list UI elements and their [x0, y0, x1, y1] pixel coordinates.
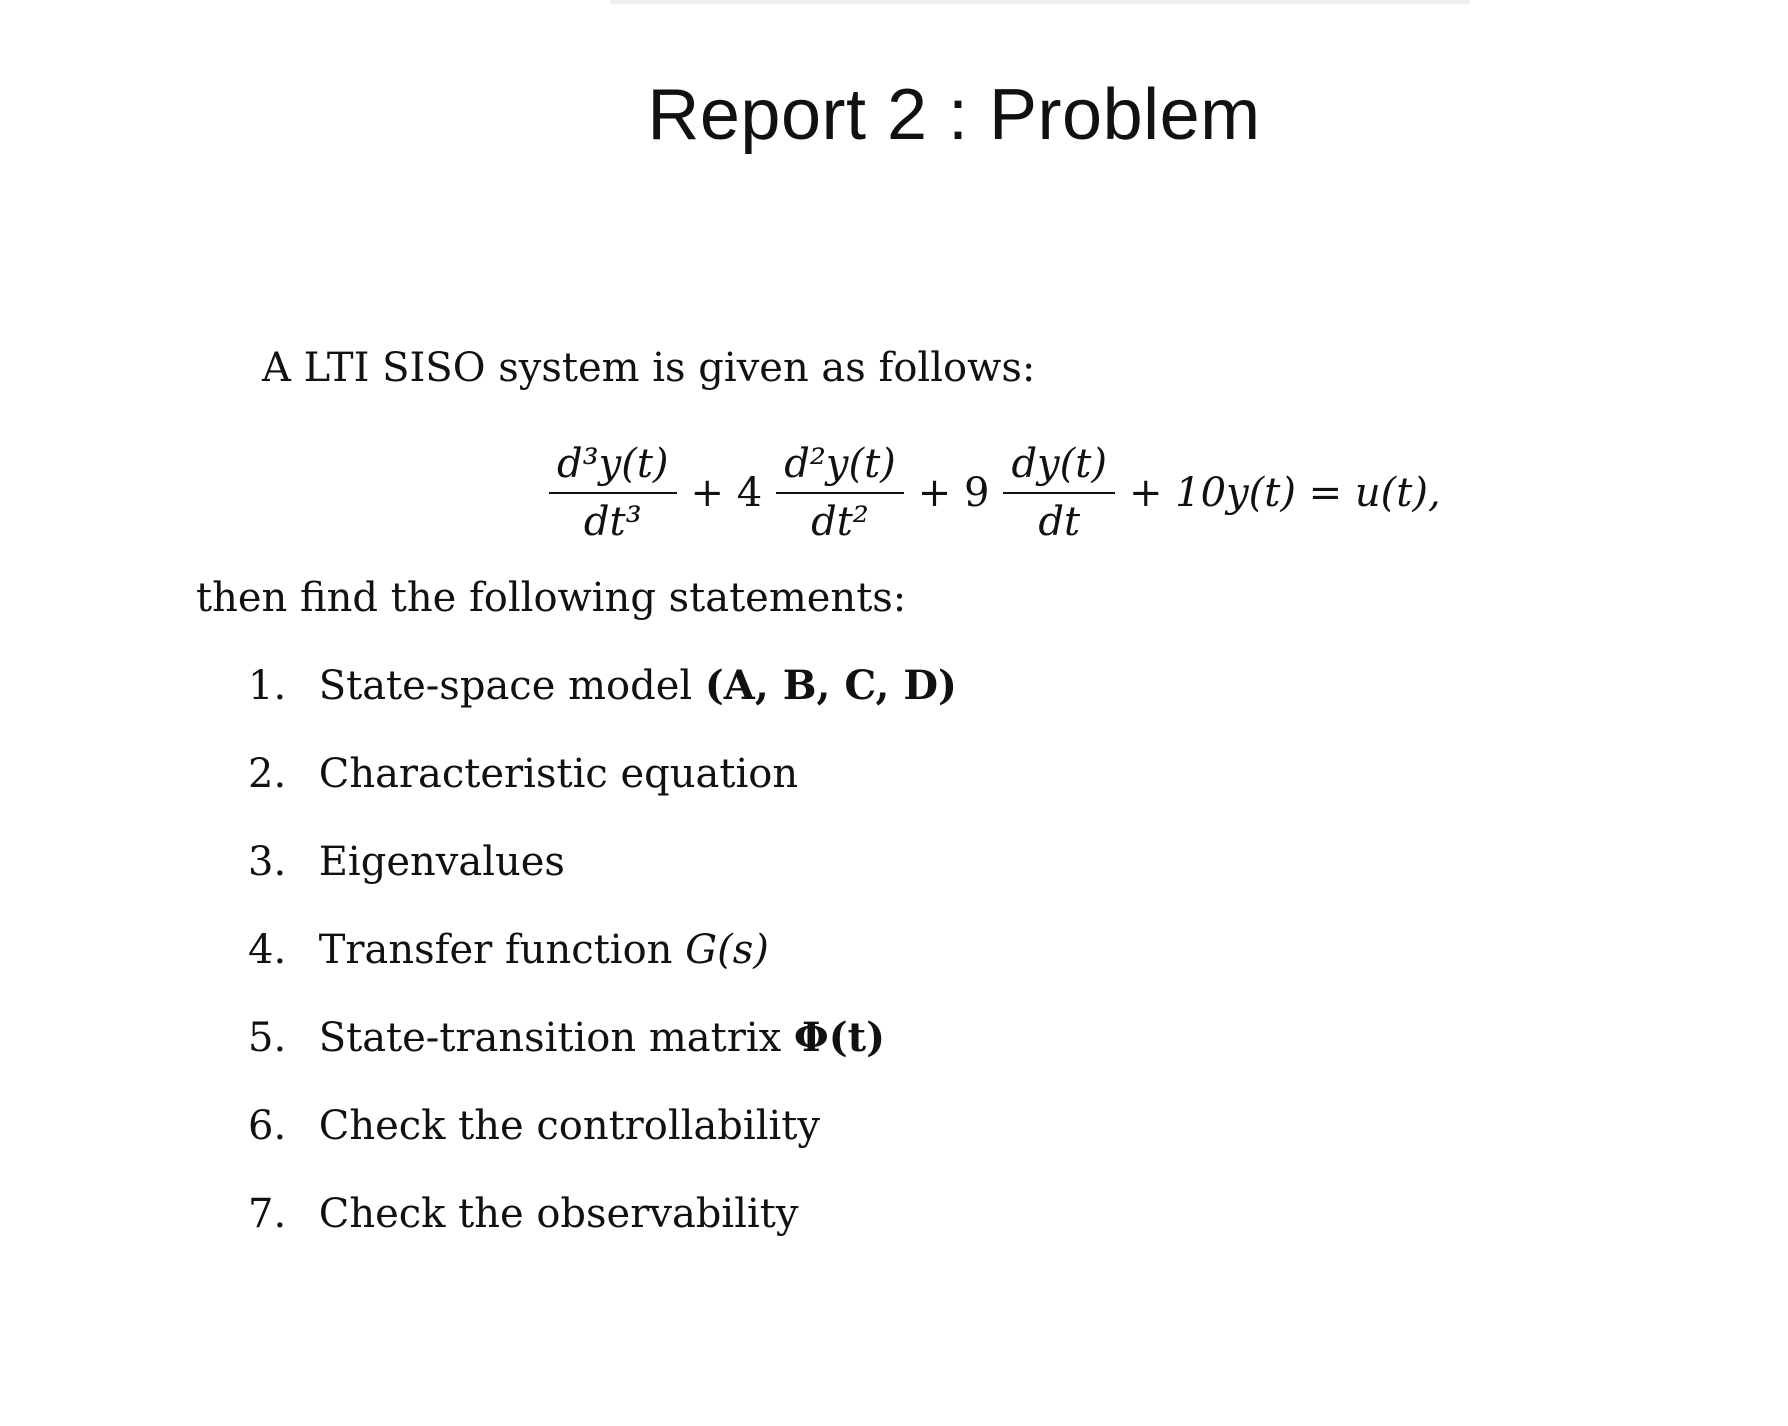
list-item [248, 1184, 957, 1272]
item-text: Characteristic equation [318, 751, 799, 797]
item-number: 3. [248, 839, 287, 885]
fraction-denominator: dt³ [583, 499, 642, 545]
list-item [248, 1008, 957, 1096]
item-number: 7. [248, 1191, 287, 1237]
task-list [248, 656, 957, 1272]
fraction-numerator: dy(t) [1003, 442, 1115, 494]
item-number: 5. [248, 1015, 287, 1061]
list-item [248, 832, 957, 920]
list-item [248, 744, 957, 832]
fraction-second-derivative [776, 442, 904, 544]
item-number: 4. [248, 927, 287, 973]
fraction-third-derivative [549, 442, 677, 544]
equation-tail: + 10y(t) = u(t), [1128, 470, 1441, 516]
list-item [248, 920, 957, 1008]
instruction-paragraph: then find the following statements: [196, 575, 907, 621]
item-text: State-space model [318, 663, 693, 709]
list-item [248, 1096, 957, 1184]
fraction-first-derivative [1003, 442, 1115, 544]
fraction-denominator: dt [1038, 499, 1081, 545]
operator-plus-9: + 9 [917, 470, 990, 516]
item-number: 2. [248, 751, 287, 797]
page-title: Report 2 : Problem [647, 75, 1261, 156]
item-math: G(s) [685, 927, 769, 973]
intro-paragraph: A LTI SISO system is given as follows: [262, 345, 1036, 391]
fraction-numerator: d²y(t) [776, 442, 904, 494]
differential-equation [545, 438, 1451, 548]
item-text: Check the observability [318, 1191, 799, 1237]
item-text: Check the controllability [318, 1103, 820, 1149]
fraction-denominator: dt² [811, 499, 869, 545]
item-text: Eigenvalues [318, 839, 565, 885]
item-math: (A, B, C, D) [704, 662, 957, 709]
fraction-numerator: d³y(t) [549, 442, 677, 494]
list-item [248, 656, 957, 744]
item-number: 1. [248, 663, 287, 709]
item-text: Transfer function [318, 927, 673, 973]
operator-plus-4: + 4 [690, 470, 763, 516]
item-number: 6. [248, 1103, 287, 1149]
top-edge-shadow [610, 0, 1470, 4]
item-math: Φ(t) [793, 1014, 886, 1061]
item-text: State-transition matrix [318, 1015, 782, 1061]
